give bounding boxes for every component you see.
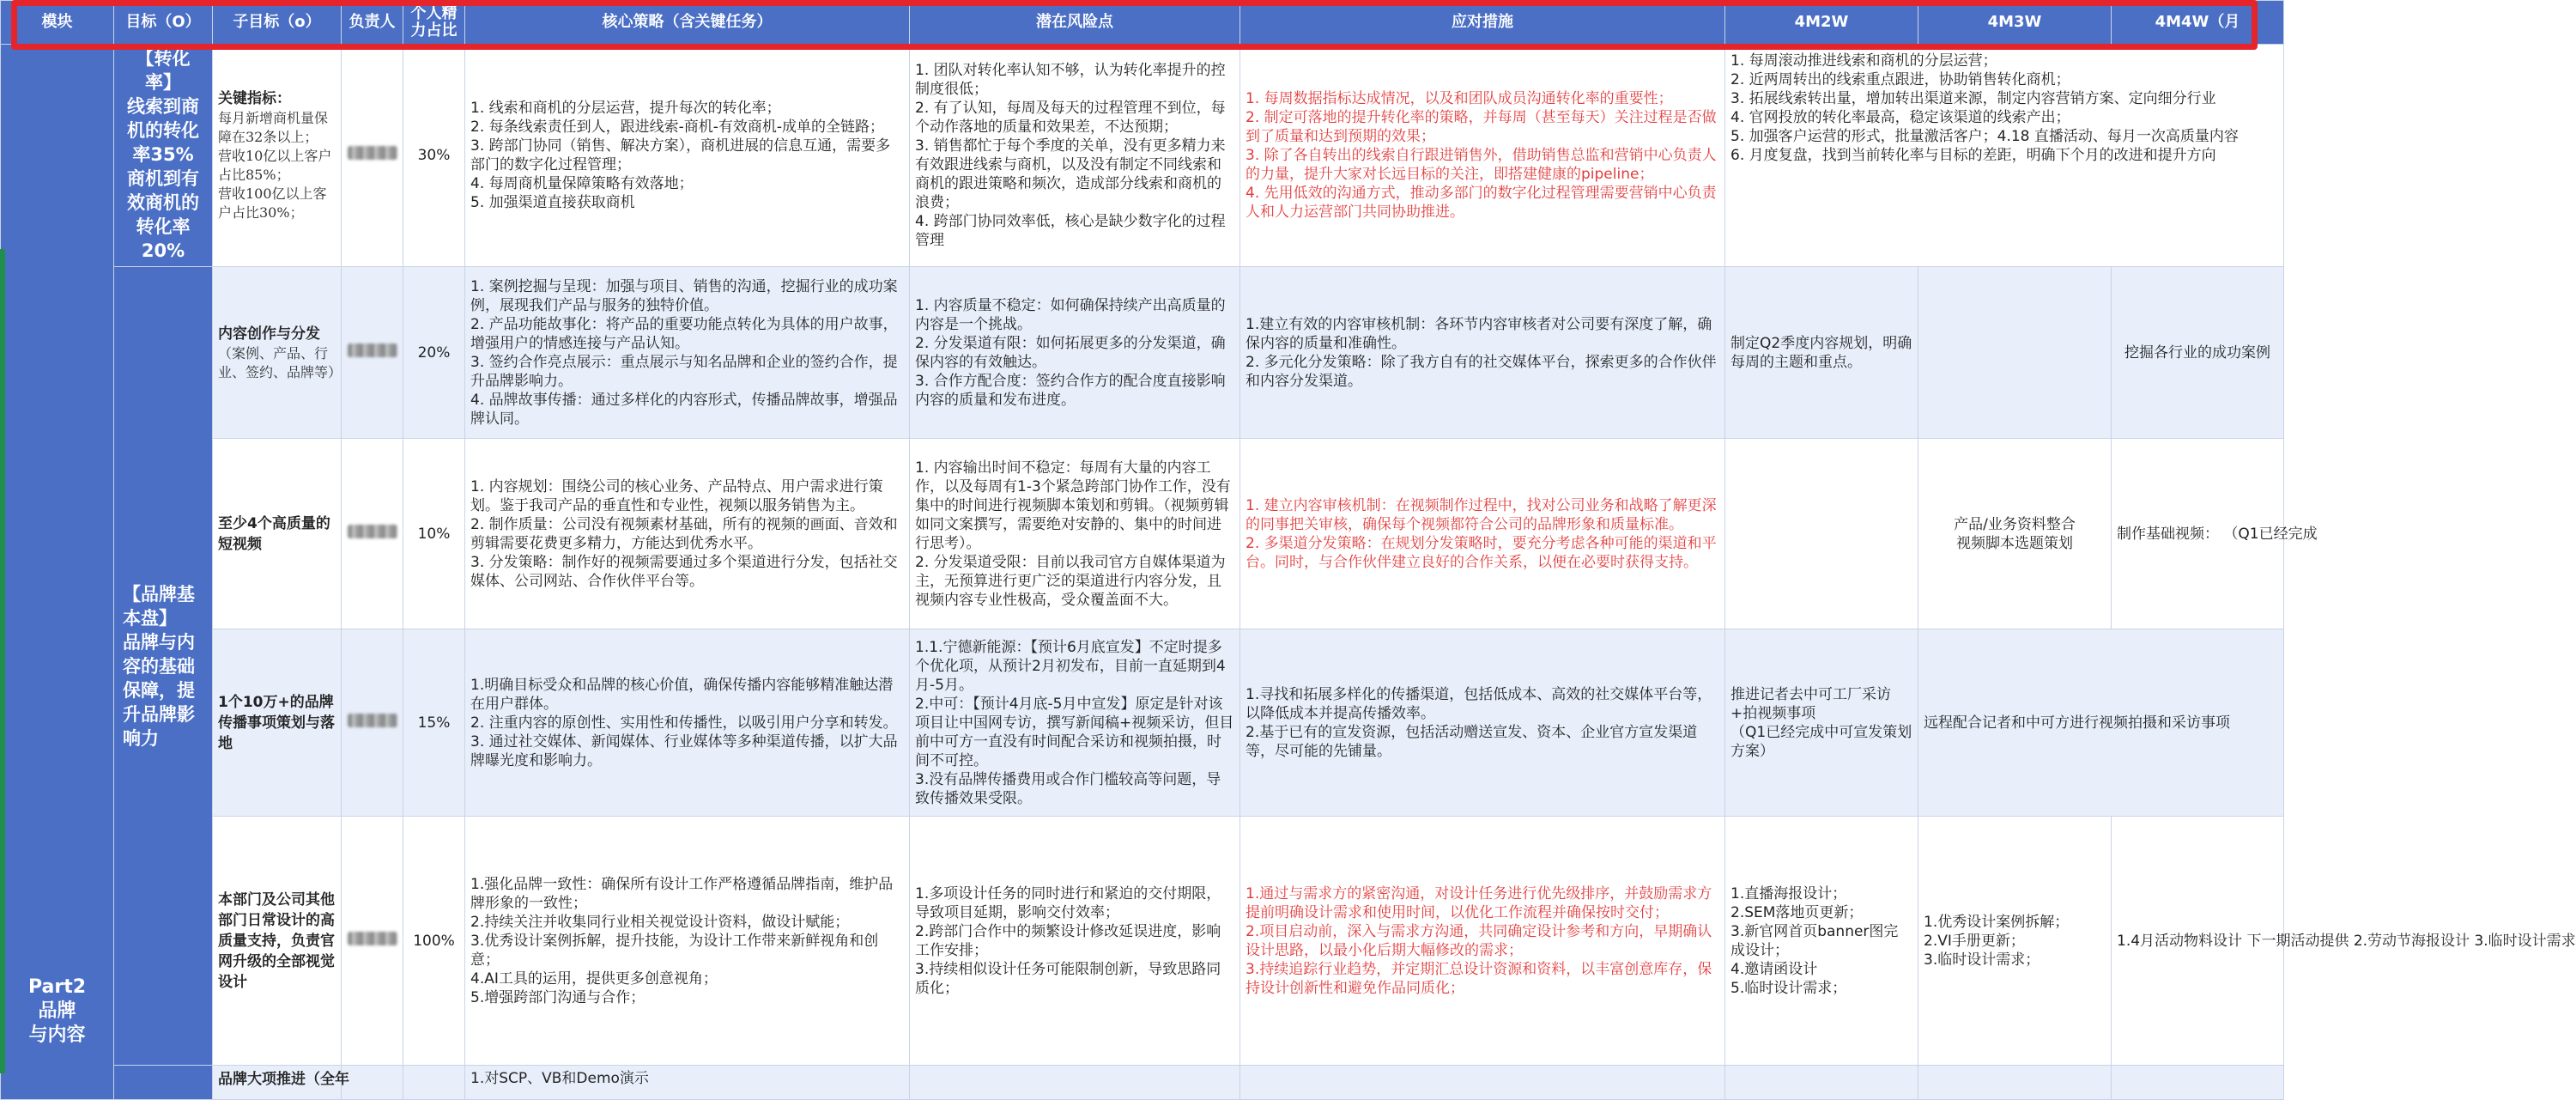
strategy-cell[interactable]: 1. 内容规划：围绕公司的核心业务、产品特点、用户需求进行策划。鉴于我司产品的垂直性和专业性，视频以服务销售为主。 2. 制作质量：公司没有视频素材基础，所有的视频的画面、音效和剪辑需要花费更多精力，方能达到优秀水平。 3. 分发策略：制作好的视频需要通过多个渠道进行分发，包括社交媒体、公司网站、合作伙伴平台等。 bbox=[465, 439, 910, 629]
risk-cell[interactable] bbox=[910, 1066, 1240, 1100]
header-row bbox=[1, 1, 2284, 45]
measure-cell[interactable]: 1. 建立内容审核机制：在视频制作过程中，找对公司业务和战略了解更深的同事把关审核，确保每个视频都符合公司的品牌形象和质量标准。 2. 多渠道分发策略：在规划分发策略时，要充分考虑各种可能的渠道和平台。同时，与合作伙伴建立良好的合作关系，以便在必要时获得支持。 bbox=[1240, 439, 1725, 629]
owner-redacted bbox=[348, 343, 397, 357]
w3-cell[interactable]: 产品/业务资料整合 视频脚本选题策划 bbox=[1918, 439, 2112, 629]
w3-cell[interactable]: 1.优秀设计案例拆解； 2.VI手册更新； 3.临时设计需求； bbox=[1918, 817, 2112, 1066]
w3-cell[interactable] bbox=[1918, 1066, 2112, 1100]
col-header-goal[interactable]: 目标（O） bbox=[114, 1, 213, 45]
table-row bbox=[1, 45, 2284, 267]
strategy-cell[interactable]: 1.明确目标受众和品牌的核心价值，确保传播内容能够精准触达潜在用户群体。 2. 注重内容的原创性、实用性和传播性，以吸引用户分享和转发。 3. 通过社交媒体、新闻媒体、行业媒体等多种渠道传播，以扩大品牌曝光度和影响力。 bbox=[465, 629, 910, 817]
col-header-strategy[interactable]: 核心策略（含关键任务） bbox=[465, 1, 910, 45]
goal-cell[interactable]: 【转化率】 线索到商机的转化率35% 商机到有效商机的转化率20% bbox=[114, 45, 213, 267]
subgoal-cell[interactable]: 1个10万+的品牌传播事项策划与落地 bbox=[213, 629, 342, 817]
owner-cell[interactable] bbox=[342, 629, 403, 817]
w3-cell[interactable] bbox=[1918, 267, 2112, 439]
effort-cell[interactable]: 20% bbox=[403, 267, 465, 439]
effort-cell[interactable] bbox=[403, 1066, 465, 1100]
owner-redacted bbox=[348, 714, 397, 727]
module-cell[interactable] bbox=[1, 45, 114, 1100]
module-label: Part2 品牌 与内容 bbox=[27, 976, 87, 1046]
weekly-plan-cell[interactable] bbox=[1725, 45, 2284, 267]
owner-cell[interactable] bbox=[342, 45, 403, 267]
measure-cell[interactable]: 1. 每周数据指标达成情况，以及和团队成员沟通转化率的重要性； 2. 制定可落地的提升转化率的策略，并每周（甚至每天）关注过程是否做到了质量和达到预期的效果； 3. 除了各自转出的线索自行跟进销售外，借助销售总监和营销中心负责人的力量，提升大家对长远目标的关注，即搭建健康的pipeline； 4. 先用低效的沟通方式，推动多部门的数字化过程管理需要营销中心负责人和人力运营部门共同协助推进。 bbox=[1240, 45, 1725, 267]
effort-cell[interactable]: 30% bbox=[403, 45, 465, 267]
subgoal-title: 关键指标： bbox=[218, 90, 291, 107]
subgoal-desc: （案例、产品、行业、签约、品牌等） bbox=[218, 344, 342, 380]
table-row bbox=[1, 439, 2284, 629]
w4-cell[interactable]: 1.4月活动物料设计 下一期活动提供 2.劳动节海报设计 3.临时设计需求 bbox=[2112, 817, 2284, 1066]
col-header-subgoal[interactable]: 子目标（o） bbox=[213, 1, 342, 45]
strategy-cell[interactable]: 1.对SCP、VB和Demo演示 bbox=[465, 1066, 910, 1100]
risk-cell[interactable]: 1. 团队对转化率认知不够，认为转化率提升的控制度很低； 2. 有了认知，每周及每天的过程管理不到位，每个动作落地的质量和效果差，不达预期； 3. 销售都忙于每个季度的关单，没有更多精力来有效跟进线索与商机，以及没有制定不同线索和商机的跟进策略和频次，造成部分线索和商机的浪费； 4. 跨部门协同效率低，核心是缺少数字化的过程管理 bbox=[910, 45, 1240, 267]
subgoal-cell[interactable]: 至少4个高质量的短视频 bbox=[213, 439, 342, 629]
group-indicator-strip bbox=[0, 249, 5, 1073]
col-header-module[interactable]: 模块 bbox=[1, 1, 114, 45]
w2-cell[interactable] bbox=[1725, 439, 1918, 629]
measure-cell[interactable]: 1.寻找和拓展多样化的传播渠道，包括低成本、高效的社交媒体平台等，以降低成本并提高传播效率。 2.基于已有的宣发资源，包括活动赠送宣发、资本、企业官方宣发渠道等，尽可能的先铺量。 bbox=[1240, 629, 1725, 817]
owner-cell[interactable] bbox=[342, 1066, 403, 1100]
table-row bbox=[1, 817, 2284, 1066]
col-header-effort[interactable]: 个人精力占比 bbox=[403, 1, 465, 45]
col-header-owner[interactable]: 负责人 bbox=[342, 1, 403, 45]
col-header-measure[interactable]: 应对措施 bbox=[1240, 1, 1725, 45]
owner-cell[interactable] bbox=[342, 817, 403, 1066]
w2-cell[interactable]: 制定Q2季度内容规划，明确每周的主题和重点。 bbox=[1725, 267, 1918, 439]
strategy-cell[interactable]: 1.强化品牌一致性：确保所有设计工作严格遵循品牌指南，维护品牌形象的一致性； 2.持续关注并收集同行业相关视觉设计资料，做设计赋能； 3.优秀设计案例拆解，提升技能，为设计工作带来新鲜视角和创意； 4.AI工具的运用，提供更多创意视角； 5.增强跨部门沟通与合作； bbox=[465, 817, 910, 1066]
strategy-cell[interactable]: 1. 线索和商机的分层运营，提升每次的转化率； 2. 每条线索责任到人，跟进线索-商机-有效商机-成单的全链路； 3. 跨部门协同（销售、解决方案），商机进展的信息互通，需要多部门的数字化过程管理； 4. 每周商机量保障策略有效落地； 5. 加强渠道直接获取商机 bbox=[465, 45, 910, 267]
subgoal-desc: 每月新增商机量保障在32条以上； 营收10亿以上客户占比85%； 营收100亿以上客户占比30%； bbox=[218, 110, 332, 221]
col-header-4m3w[interactable]: 4M3W bbox=[1918, 1, 2112, 45]
w4-cell[interactable]: 挖掘各行业的成功案例 bbox=[2112, 267, 2284, 439]
measure-cell[interactable]: 1.通过与需求方的紧密沟通，对设计任务进行优先级排序，并鼓励需求方提前明确设计需求和使用时间，以优化工作流程并确保按时交付； 2.项目启动前，深入与需求方沟通，共同确定设计参考和方向，早期确认设计思路，以最小化后期大幅修改的需求； 3.持续追踪行业趋势，并定期汇总设计资源和资料，以丰富创意库存，保持设计创新性和避免作品同质化； bbox=[1240, 817, 1725, 1066]
strategy-cell[interactable]: 1. 案例挖掘与呈现：加强与项目、销售的沟通，挖掘行业的成功案例，展现我们产品与服务的独特价值。 2. 产品功能故事化：将产品的重要功能点转化为具体的用户故事，增强用户的情感连接与产品认知。 3. 签约合作亮点展示：重点展示与知名品牌和企业的签约合作，提升品牌影响力。 4. 品牌故事传播：通过多样化的内容形式，传播品牌故事，增强品牌认同。 bbox=[465, 267, 910, 439]
owner-redacted bbox=[348, 146, 397, 160]
effort-cell[interactable]: 10% bbox=[403, 439, 465, 629]
subgoal-cell[interactable]: 本部门及公司其他部门日常设计的高质量支持，负责官网升级的全部视觉设计 bbox=[213, 817, 342, 1066]
owner-cell[interactable] bbox=[342, 267, 403, 439]
owner-cell[interactable] bbox=[342, 439, 403, 629]
w2-cell[interactable]: 推进记者去中可工厂采访+拍视频事项 （Q1已经完成中可宣发策划方案） bbox=[1725, 629, 1918, 817]
w2-plan: 1. 每周滚动推进线索和商机的分层运营； 2. 近两周转出的线索重点跟进，协助销售转化商机； 3. 拓展线索转出量，增加转出渠道来源，制定内容营销方案、定向细分行业 4. 官网投放的转化率最高，稳定该渠道的线索产出； 5. 加强客户运营的形式，批量激活客户；4.18 直播活动、每月一次高质量内容 6. 月度复盘，找到当前转化率与目标的差距，明确下个月的改进和提升方向 bbox=[1730, 52, 2239, 164]
measure-cell[interactable]: 1.建立有效的内容审核机制：各环节内容审核者对公司要有深度了解，确保内容的质量和准确性。 2. 多元化分发策略：除了我方自有的社交媒体平台，探索更多的合作伙伴和内容分发渠道。 bbox=[1240, 267, 1725, 439]
table-row bbox=[1, 267, 2284, 439]
measure-cell[interactable] bbox=[1240, 1066, 1725, 1100]
w4-cell[interactable] bbox=[2112, 1066, 2284, 1100]
risk-cell[interactable]: 1.多项设计任务的同时进行和紧迫的交付期限，导致项目延期，影响交付效率； 2.跨部门合作中的频繁设计修改延误进度，影响工作安排； 3.持续相似设计任务可能限制创新，导致思路同质化； bbox=[910, 817, 1240, 1066]
w2-cell[interactable] bbox=[1725, 1066, 1918, 1100]
col-header-4m4w[interactable]: 4M4W（月 bbox=[2112, 1, 2284, 45]
effort-cell[interactable]: 15% bbox=[403, 629, 465, 817]
risk-cell[interactable]: 1. 内容质量不稳定：如何确保持续产出高质量的内容是一个挑战。 2. 分发渠道有限：如何拓展更多的分发渠道，确保内容的有效触达。 3. 合作方配合度：签约合作方的配合度直接影响内容的质量和发布进度。 bbox=[910, 267, 1240, 439]
effort-cell[interactable]: 100% bbox=[403, 817, 465, 1066]
goal-cell[interactable] bbox=[114, 1066, 213, 1100]
table-row bbox=[1, 1066, 2284, 1100]
col-header-4m2w[interactable]: 4M2W bbox=[1725, 1, 1918, 45]
risk-cell[interactable]: 1. 内容输出时间不稳定：每周有大量的内容工作，以及每周有1-3个紧急跨部门协作工作，没有集中的时间进行视频脚本策划和剪辑。（视频剪辑如同文案撰写，需要绝对安静的、集中的时间进行思考）。 2. 分发渠道受限：目前以我司官方自媒体渠道为主，无预算进行更广泛的渠道进行内容分发，且视频内容专业性极高，受众覆盖面不大。 bbox=[910, 439, 1240, 629]
owner-redacted bbox=[348, 932, 397, 945]
table-row bbox=[1, 629, 2284, 817]
subgoal-cell[interactable]: 品牌大项推进（全年 bbox=[213, 1066, 342, 1100]
subgoal-cell[interactable] bbox=[213, 267, 342, 439]
group-goal-cell[interactable]: 【品牌基本盘】 品牌与内容的基础保障，提升品牌影响力 bbox=[114, 267, 213, 1066]
subgoal-title: 内容创作与分发 bbox=[218, 325, 320, 343]
w4-cell[interactable]: 制作基础视频： （Q1已经完成 bbox=[2112, 439, 2284, 629]
subgoal-cell[interactable] bbox=[213, 45, 342, 267]
w2-cell[interactable]: 1.直播海报设计； 2.SEM落地页更新； 3.新官网首页banner图完成设计； 4.邀请函设计 5.临时设计需求； bbox=[1725, 817, 1918, 1066]
owner-redacted bbox=[348, 525, 397, 538]
col-header-risk[interactable]: 潜在风险点 bbox=[910, 1, 1240, 45]
risk-cell[interactable]: 1.1.宁德新能源：【预计6月底宣发】不定时提多个优化项，从预计2月初发布，目前一直延期到4月-5月。 2.中可：【预计4月底-5月中宣发】原定是针对该项目让中国网专访，撰写新闻稿+视频采访，但目前中可方一直没有时间配合采访和视频拍摄，时间不可控。 3.没有品牌传播费用或合作门槛较高等问题，导致传播效果受限。 bbox=[910, 629, 1240, 817]
w3-cell[interactable]: 远程配合记者和中可方进行视频拍摄和采访事项 bbox=[1918, 629, 2284, 817]
